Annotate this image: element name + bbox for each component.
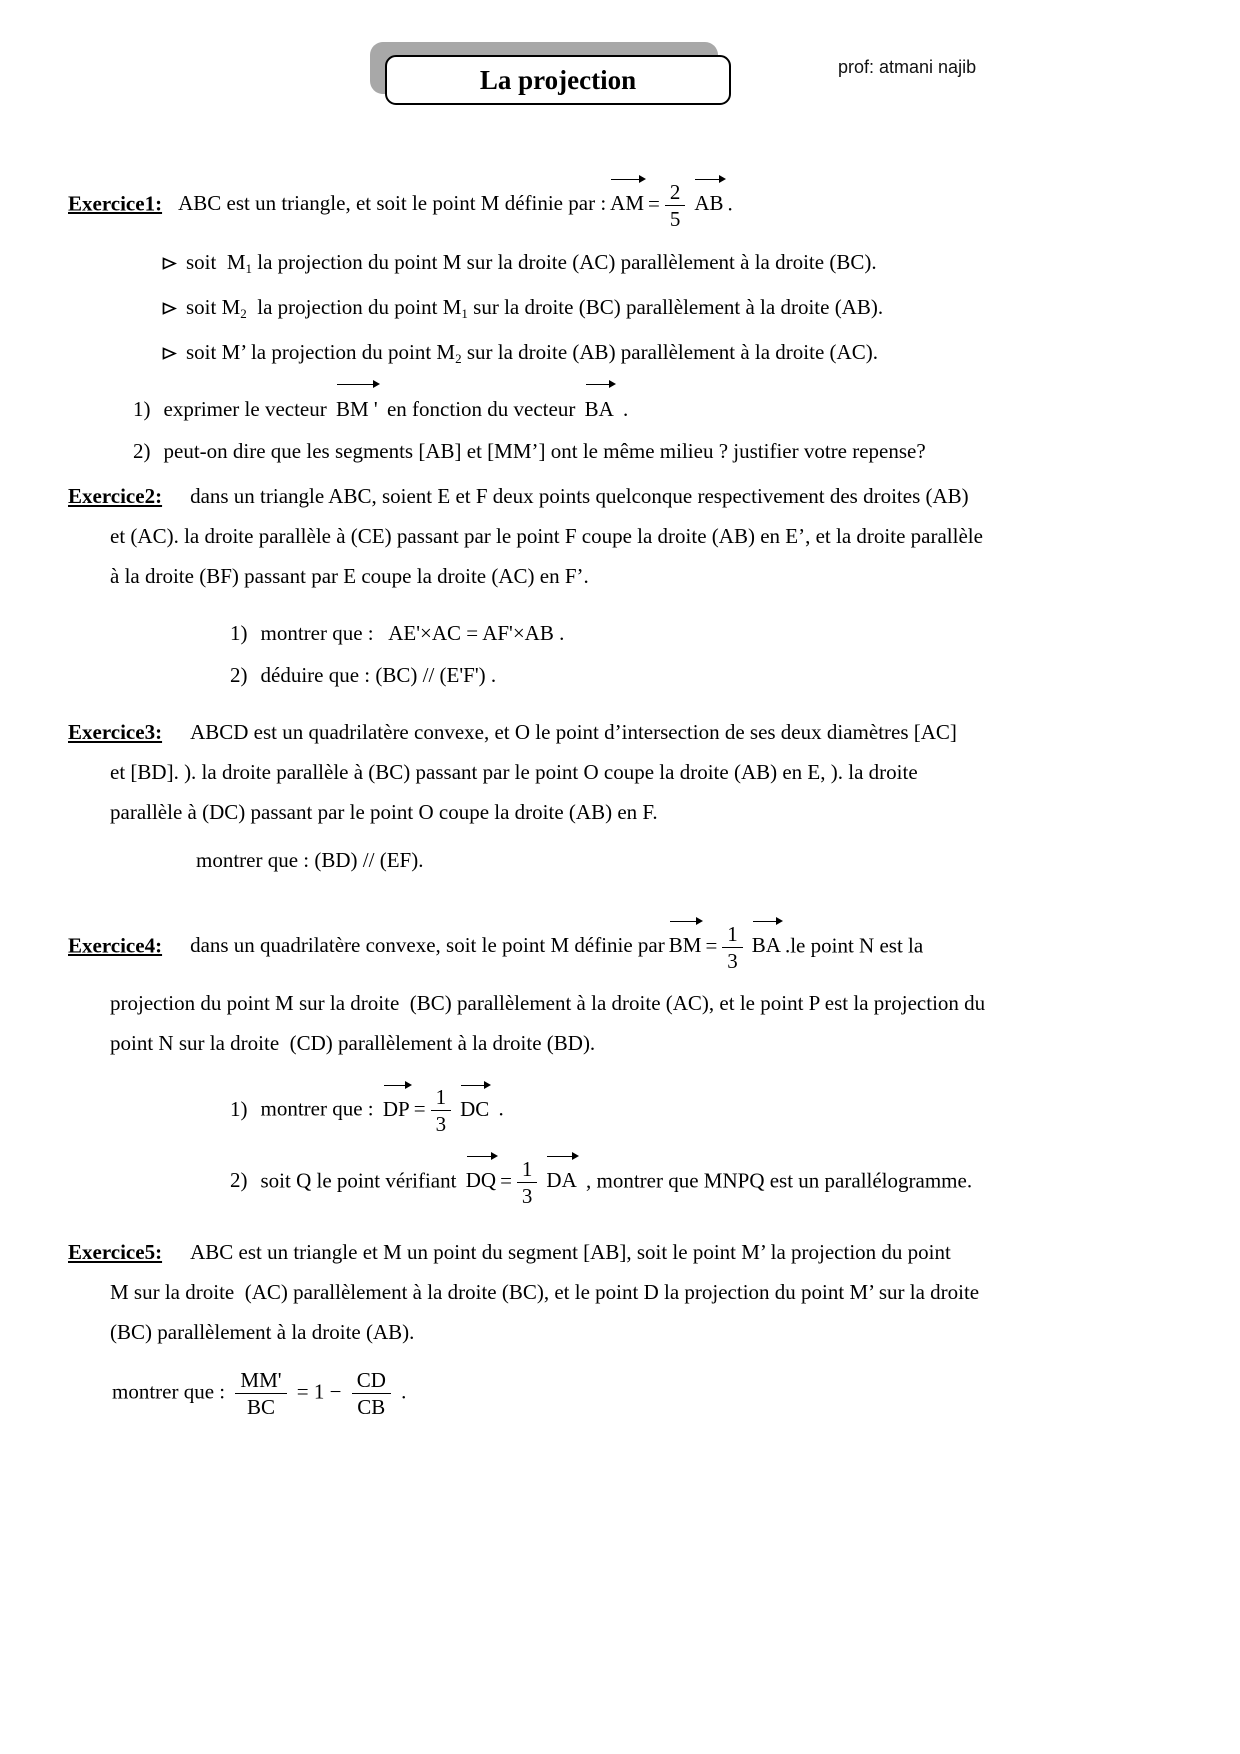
- question-item: [133, 388, 1058, 430]
- question-number: 2): [133, 439, 151, 464]
- text-line: [110, 983, 1058, 1023]
- fraction-numerator: CD: [352, 1368, 391, 1394]
- professor-name: prof: atmani najib: [838, 57, 977, 77]
- conclusion-line: [196, 840, 1058, 880]
- fraction-denominator: 3: [727, 949, 738, 974]
- fraction: [352, 1368, 391, 1419]
- exercise-2-label: Exercice2:: [68, 484, 163, 508]
- vector-BA: BA: [752, 925, 781, 965]
- subscript: 2: [240, 306, 247, 322]
- text-line: [68, 1232, 1058, 1272]
- text-line: [110, 1272, 1058, 1312]
- bullet-item: [162, 243, 1058, 288]
- text-run: et [BD]. ). la droite parallèle à (BC) passant par le point O coupe la droite (AB) en E, ). la droite: [110, 760, 918, 784]
- text-run: en fonction du vecteur: [381, 397, 581, 422]
- text-run: soit Q le point vérifiant: [260, 1168, 462, 1193]
- text-run: .: [493, 1096, 504, 1121]
- vector-AB: AB: [694, 183, 723, 223]
- vector-AM: AM: [610, 183, 644, 223]
- fraction: [235, 1368, 286, 1419]
- question-number: 2): [230, 1168, 248, 1193]
- equals-sign: =: [648, 191, 660, 216]
- math-expression: montrer que : AE'×AC = AF'×AB .: [260, 621, 565, 645]
- question-item: [230, 654, 1058, 696]
- text-run: ABC est un triangle et M un point du segment [AB], soit le point M’ la projection du point: [190, 1240, 951, 1264]
- question-item: [133, 430, 1058, 472]
- exercise-1-questions: [133, 388, 1058, 472]
- question-number: 1): [230, 621, 248, 645]
- text-run: .: [617, 397, 629, 422]
- text-run: = 1 −: [291, 1379, 347, 1404]
- text-line: [110, 1312, 1058, 1352]
- text-run: montrer que :: [260, 1096, 379, 1121]
- text-run: projection du point M sur la droite (BC) parallèlement à la droite (AC), et le point P est la projection du: [110, 991, 986, 1016]
- exercise-5: [68, 1232, 1058, 1425]
- title-banner: [370, 42, 750, 112]
- text-run: parallèle à (DC) passant par le point O coupe la droite (AB) en F.: [110, 800, 658, 824]
- exercise-1-bullets: [162, 243, 1058, 378]
- text-line: [110, 1023, 1058, 1063]
- text-run: , montrer que MNPQ est un parallélogramme.: [580, 1168, 973, 1193]
- text-run: soit M: [186, 250, 246, 275]
- arrowhead-bullet-icon: [162, 347, 177, 360]
- text-run: montrer que : (BD) // (EF).: [196, 848, 424, 872]
- question-number: 2): [230, 663, 248, 687]
- text-run: à la droite (BF) passant par E coupe la droite (AC) en F’.: [110, 564, 589, 588]
- bullet-item: [162, 333, 1058, 378]
- text-run: la projection du point M sur la droite (AC) parallèlement à la droite (BC).: [252, 250, 877, 275]
- text-run: .: [395, 1379, 407, 1404]
- question-item: [230, 1147, 1058, 1214]
- text-line: [68, 712, 1058, 752]
- text-run: point N sur la droite (CD) parallèlement à la droite (BD).: [110, 1031, 596, 1056]
- text-run: soit M’ la projection du point M: [186, 340, 456, 365]
- text-run: exprimer le vecteur: [163, 397, 332, 422]
- fraction-numerator: 1: [431, 1085, 452, 1111]
- text-run: M sur la droite (AC) parallèlement à la droite (BC), et le point D la projection du point M’ sur la droite: [110, 1280, 980, 1304]
- equals-sign: =: [413, 1096, 426, 1121]
- title-box: [385, 55, 731, 105]
- text-line: [110, 752, 1058, 792]
- question-item: [230, 612, 1058, 654]
- text-run: ABC est un triangle, et soit le point M définie par :: [178, 191, 607, 216]
- text-run: sur la droite (AB) parallèlement à la droite (AC).: [461, 340, 878, 365]
- subscript: 1: [245, 261, 253, 277]
- text-line: [110, 556, 1058, 596]
- vector-BM-prime: BM ': [336, 388, 378, 430]
- text-run: dans un quadrilatère convexe, soit le point M définie par: [190, 933, 665, 958]
- page-title: La projection: [479, 64, 637, 95]
- text-run: ABCD est un quadrilatère convexe, et O le point d’intersection de ses deux diamètres [AC]: [190, 720, 957, 744]
- exercise-3-label: Exercice3:: [68, 720, 163, 744]
- fraction: [431, 1085, 452, 1136]
- question-number: 1): [133, 397, 151, 422]
- fraction-denominator: CB: [357, 1395, 386, 1420]
- fraction-numerator: MM': [235, 1368, 286, 1394]
- exercise-4-label: Exercice4:: [68, 933, 163, 958]
- vector-DA: DA: [546, 1160, 576, 1200]
- arrowhead-bullet-icon: [162, 257, 177, 270]
- exercise-1-intro-line: [68, 170, 1058, 237]
- text-run: .le point N est la: [784, 933, 924, 958]
- text-run: la projection du point M: [246, 295, 462, 320]
- question-item: [230, 1075, 1058, 1142]
- fraction-numerator: 1: [517, 1157, 538, 1183]
- exercise-4: [68, 912, 1058, 1214]
- text-line: [110, 792, 1058, 832]
- vector-BA: BA: [585, 388, 614, 430]
- vector-BM: BM: [669, 925, 702, 965]
- text-run: dans un triangle ABC, soient E et F deux points quelconque respectivement des droites (AB): [190, 484, 969, 508]
- bullet-item: [162, 288, 1058, 333]
- exercise-2-questions: [230, 612, 1058, 696]
- text-run: et (AC). la droite parallèle à (CE) passant par le point F coupe la droite (AB) en E’, et la droite parallèle: [110, 524, 983, 548]
- question-number: 1): [230, 1096, 248, 1121]
- text-run: .: [727, 191, 733, 216]
- conclusion-line: [112, 1358, 1058, 1425]
- fraction-denominator: 3: [435, 1112, 447, 1137]
- text-run: soit M: [186, 295, 241, 320]
- exercise-5-label: Exercice5:: [68, 1240, 163, 1264]
- text-run: déduire que : (BC) // (E'F') .: [260, 663, 497, 687]
- equals-sign: =: [705, 933, 718, 958]
- fraction: [517, 1157, 538, 1208]
- text-run: montrer que :: [112, 1379, 231, 1404]
- text-line: [110, 516, 1058, 556]
- fraction-numerator: 1: [722, 922, 743, 948]
- fraction-denominator: 5: [669, 207, 681, 232]
- fraction-numerator: 2: [665, 180, 686, 206]
- fraction-denominator: 3: [521, 1183, 533, 1208]
- exercise-4-questions: [230, 1075, 1058, 1214]
- text-line: [68, 476, 1058, 516]
- fraction: [665, 180, 686, 231]
- exercise-1-label: Exercice1:: [68, 191, 163, 216]
- text-run: (BC) parallèlement à la droite (AB).: [110, 1320, 415, 1344]
- exercise-4-intro-line: [68, 912, 1058, 979]
- arrowhead-bullet-icon: [162, 302, 177, 315]
- vector-DC: DC: [460, 1089, 489, 1129]
- vector-DQ: DQ: [466, 1160, 496, 1200]
- exercise-1: [68, 170, 1058, 472]
- subscript: 2: [455, 351, 462, 367]
- equals-sign: =: [500, 1168, 512, 1193]
- fraction: [722, 922, 743, 973]
- exercise-3: [68, 712, 1058, 880]
- fraction-denominator: BC: [246, 1395, 275, 1420]
- text-run: sur la droite (BC) parallèlement à la droite (AB).: [467, 295, 884, 320]
- vector-DP: DP: [383, 1089, 410, 1129]
- exercise-2: [68, 476, 1058, 696]
- subscript: 1: [461, 306, 468, 322]
- text-run: peut-on dire que les segments [AB] et [MM’] ont le même milieu ? justifier votre repense?: [163, 439, 926, 464]
